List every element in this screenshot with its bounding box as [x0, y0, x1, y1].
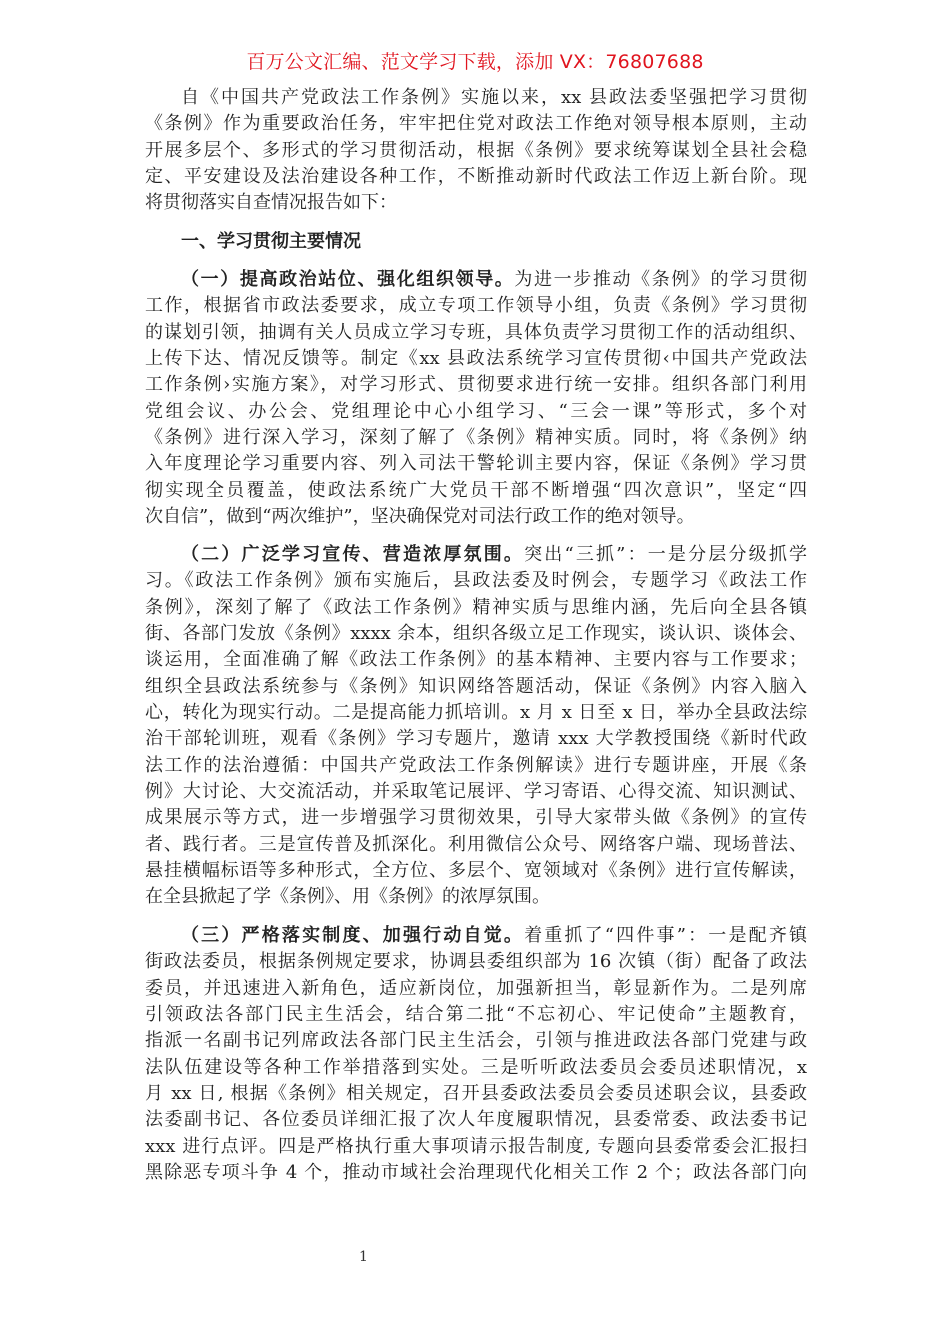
paragraph-text: 为进一步推动《条例》的学习贯彻 [514, 269, 808, 290]
text-line: 定、平安建设及法治建设各种工作，不断推动新时代政法工作迈上新台阶。现 [145, 166, 807, 188]
text-line [145, 267, 807, 293]
paragraph-lead: （二）广泛学习宣传、营造浓厚氛围。 [181, 544, 525, 565]
text-line: 党组会议、办公会、党组理论中心小组学习、“三会一课”等形式，多个对 [145, 400, 807, 422]
paragraph-1 [145, 267, 807, 530]
text-line: 彻实现全员覆盖，使政法系统广大党员干部不断增强“四次意识”，坚定“四 [145, 479, 807, 501]
text-line: 悬挂横幅标语等多种形式，全方位、多层个、宽领域对《条例》进行宣传解读， [145, 860, 807, 882]
text-line: 街政法委员，根据条例规定要求，协调县委组织部为 16 次镇（街）配备了政法 [145, 951, 807, 973]
text-line: xxx 进行点评。四是严格执行重大事项请示报告制度, 专题向县委常委会汇报扫 [145, 1135, 807, 1157]
text-line: 街、各部门发放《条例》xxxx 余本，组织各级立足工作现实，谈认识、谈体会、 [145, 623, 807, 645]
section-heading: 一、学习贯彻主要情况 [181, 231, 361, 252]
text-line: 月 xx 日, 根据《条例》相关规定，召开县委政法委员会委员述职会议，县委政 [145, 1083, 807, 1105]
text-line: 的谋划引领，抽调有关人员成立学习专班，具体负责学习贯彻工作的活动组织、 [145, 321, 807, 343]
text-line [145, 542, 807, 568]
text-line: 者、践行者。三是宣传普及抓深化。利用微信公众号、网络客户端、现场普法、 [145, 833, 807, 855]
text-line: 工作条例›实施方案》，对学习形式、贯彻要求进行统一安排。组织各部门利用 [145, 374, 807, 396]
paragraph-lead: （三）严格落实制度、加强行动自觉。 [181, 925, 525, 946]
paragraph-2 [145, 542, 807, 911]
text-line: 谈运用，全面准确了解《政法工作条例》的基本精神、主要内容与工作要求； [145, 649, 807, 671]
text-line: 在全县掀起了学《条例》、用《条例》的浓厚氛围。 [145, 886, 550, 908]
watermark-banner: 百万公文汇编、范文学习下载，添加 VX：76807688 [246, 51, 704, 73]
text-line: 开展多层个、多形式的学习贯彻活动，根据《条例》要求统筹谋划全县社会稳 [145, 139, 807, 161]
page-number: 1 [359, 1249, 368, 1265]
text-line: 《条例》进行深入学习，深刻了解了《条例》精神实质。同时，将《条例》纳 [145, 427, 807, 449]
text-line: 组织全县政法系统参与《条例》知识网络答题活动，保证《条例》内容入脑入 [145, 675, 807, 697]
text-line: 入年度理论学习重要内容、列入司法干警轮训主要内容，保证《条例》学习贯 [145, 453, 807, 475]
text-line: 成果展示等方式，进一步增强学习贯彻效果，引导大家带头做《条例》的宣传 [145, 807, 807, 829]
text-line: 次自信”，做到“两次维护”，坚决确保党对司法行政工作的绝对领导。 [145, 506, 695, 528]
paragraph-lead: （一）提高政治站位、强化组织领导。 [181, 269, 515, 290]
text-line: 指派一名副书记列席政法各部门民主生活会，引领与推进政法各部门党建与政 [145, 1030, 807, 1052]
text-line: 工作，根据省市政法委要求，成立专项工作领导小组，负责《条例》学习贯彻 [145, 295, 807, 317]
text-line: 黑除恶专项斗争 4 个，推动市域社会治理现代化相关工作 2 个；政法各部门向 [145, 1162, 807, 1184]
intro-paragraph [145, 85, 807, 217]
text-line [145, 923, 807, 949]
text-line: 条例》，深刻了解了《政法工作条例》精神实质与思维内涵，先后向全县各镇 [145, 596, 807, 618]
text-line: 法委副书记、各位委员详细汇报了次人年度履职情况，县委常委、政法委书记 [145, 1109, 807, 1131]
text-line: 《条例》作为重要政治任务，牢牢把住党对政法工作绝对领导根本原则，主动 [145, 113, 807, 135]
paragraph-text: 突出“三抓”：一是分层分级抓学 [524, 544, 808, 565]
text-line: 自《中国共产党政法工作条例》实施以来，xx 县政法委坚强把学习贯彻 [181, 87, 807, 108]
paragraph-text: 着重抓了“四件事”：一是配齐镇 [524, 925, 808, 946]
text-line: 法队伍建设等各种工作举措落到实处。三是听听政法委员会委员述职情况，x [145, 1056, 807, 1078]
text-line: 上传下达、情况反馈等。制定《xx 县政法系统学习宣传贯彻‹中国共产党政法 [145, 348, 807, 370]
text-line: 心，转化为现实行动。二是提高能力抓培训。x 月 x 日至 x 日，举办全县政法综 [145, 702, 807, 724]
text-line: 委员，并迅速进入新角色，适应新岗位，加强新担当，彰显新作为。二是列席 [145, 977, 807, 999]
text-line: 例》大讨论、大交流活动，并采取笔记展评、学习寄语、心得交流、知识测试、 [145, 781, 807, 803]
text-line: 习。《政法工作条例》颁布实施后，县政法委及时例会，专题学习《政法工作 [145, 570, 807, 592]
text-line: 引领政法各部门民主生活会，结合第二批“不忘初心、牢记使命”主题教育， [145, 1004, 807, 1026]
text-line: 将贯彻落实自查情况报告如下： [145, 192, 397, 214]
text-line: 治干部轮训班，观看《条例》学习专题片，邀请 xxx 大学教授围绕《新时代政 [145, 728, 807, 750]
paragraph-3 [145, 923, 807, 1186]
text-line: 法工作的法治遵循：中国共产党政法工作条例解读》进行专题讲座，开展《条 [145, 754, 807, 776]
